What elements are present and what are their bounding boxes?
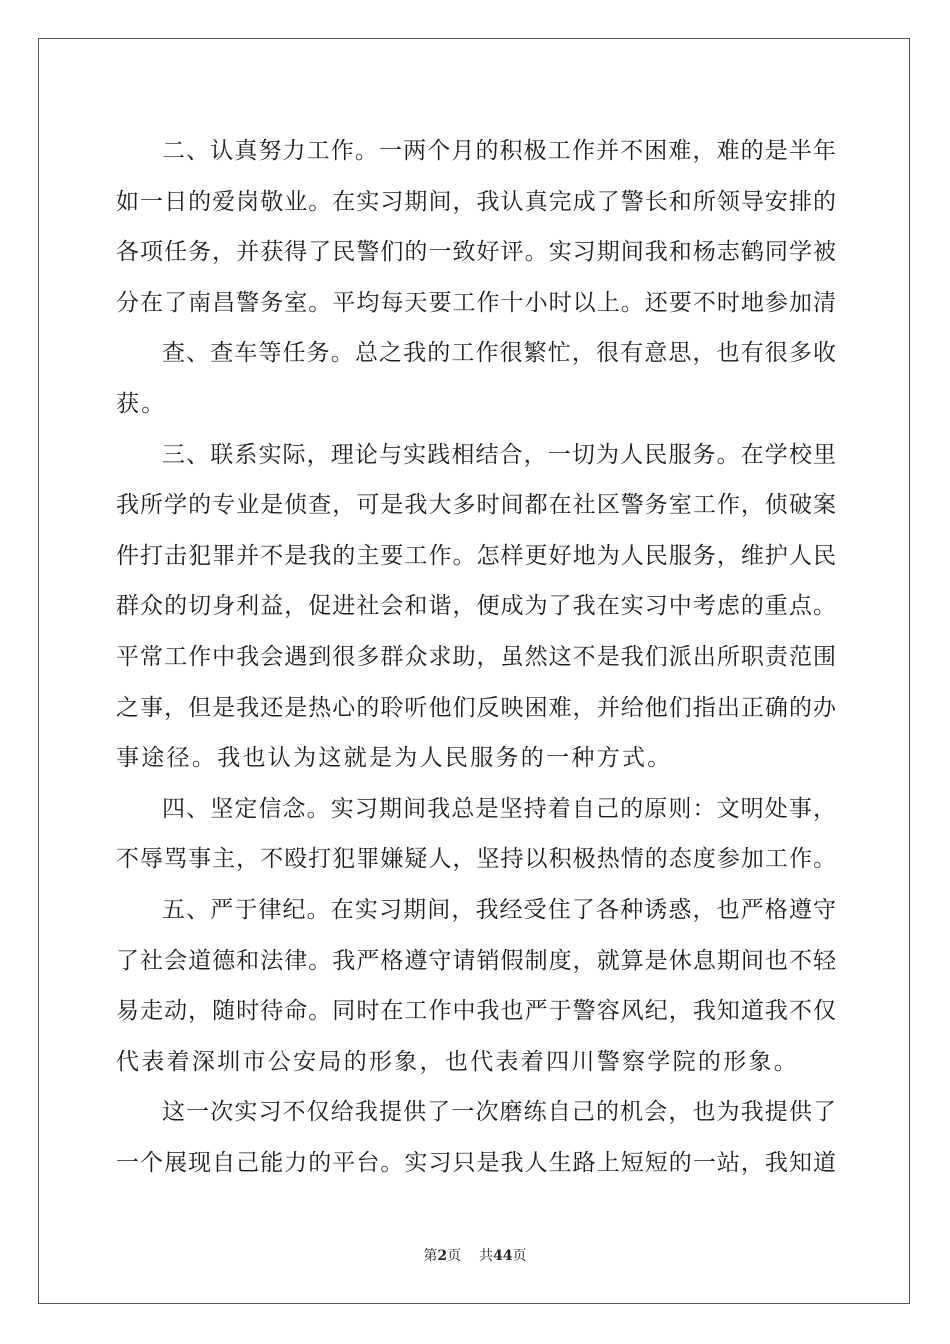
text-line: 如一日的爱岗敬业。在实习期间，我认真完成了警长和所领导安排的 (116, 188, 836, 215)
text-line: 三、联系实际，理论与实践相结合，一切为人民服务。在学校里 (162, 441, 836, 468)
text-line: 我所学的专业是侦查，可是我大多时间都在社区警务室工作，侦破案 (116, 492, 836, 519)
text-line: 平常工作中我会遇到很多群众求助，虽然这不是我们派出所职责范围 (116, 643, 836, 670)
text-line: 不辱骂事主，不殴打犯罪嫌疑人，坚持以积极热情的态度参加工作。 (116, 846, 836, 873)
text-line: 查、查车等任务。总之我的工作很繁忙，很有意思，也有很多收 (162, 340, 836, 367)
text-line: 获。 (116, 390, 167, 417)
text-line: 事途径。我也认为这就是为人民服务的一种方式。 (116, 745, 673, 772)
text-line: 各项任务，并获得了民警们的一致好评。实习期间我和杨志鹤同学被 (116, 239, 836, 266)
page-suffix: 页 (447, 1248, 462, 1264)
text-line: 二、认真努力工作。一两个月的积极工作并不困难，难的是半年 (162, 138, 836, 164)
text-line: 一个展现自己能力的平台。实习只是我人生路上短短的一站，我知道 (116, 1149, 836, 1176)
document-body (116, 126, 836, 1188)
total-pages: 44 (493, 1248, 513, 1264)
text-line: 五、严于律纪。在实习期间，我经受住了各种诱惑，也严格遵守 (162, 896, 836, 923)
page-footer (0, 1245, 950, 1265)
text-line: 易走动，随时待命。同时在工作中我也严于警容风纪，我知道我不仅 (116, 998, 836, 1025)
text-line: 这一次实习不仅给我提供了一次磨练自己的机会，也为我提供了 (162, 1099, 836, 1126)
text-line: 之事，但是我还是热心的聆听他们反映困难，并给他们指出正确的办 (116, 694, 836, 721)
text-line: 分在了南昌警务室。平均每天要工作十小时以上。还要不时地参加清 (116, 289, 836, 316)
page-prefix: 第 (423, 1248, 438, 1264)
text-line: 件打击犯罪并不是我的主要工作。怎样更好地为人民服务，维护人民 (116, 542, 836, 569)
text-line: 四、坚定信念。实习期间我总是坚持着自己的原则：文明处事， (162, 795, 836, 822)
total-suffix: 页 (512, 1248, 527, 1264)
total-prefix: 共 (479, 1248, 494, 1264)
text-line: 代表着深圳市公安局的形象，也代表着四川警察学院的形象。 (116, 1048, 800, 1075)
text-line: 群众的切身利益，促进社会和谐，便成为了我在实习中考虑的重点。 (116, 593, 836, 620)
text-line: 了社会道德和法律。我严格遵守请销假制度，就算是休息期间也不轻 (116, 947, 836, 974)
page-number: 2 (437, 1248, 448, 1264)
